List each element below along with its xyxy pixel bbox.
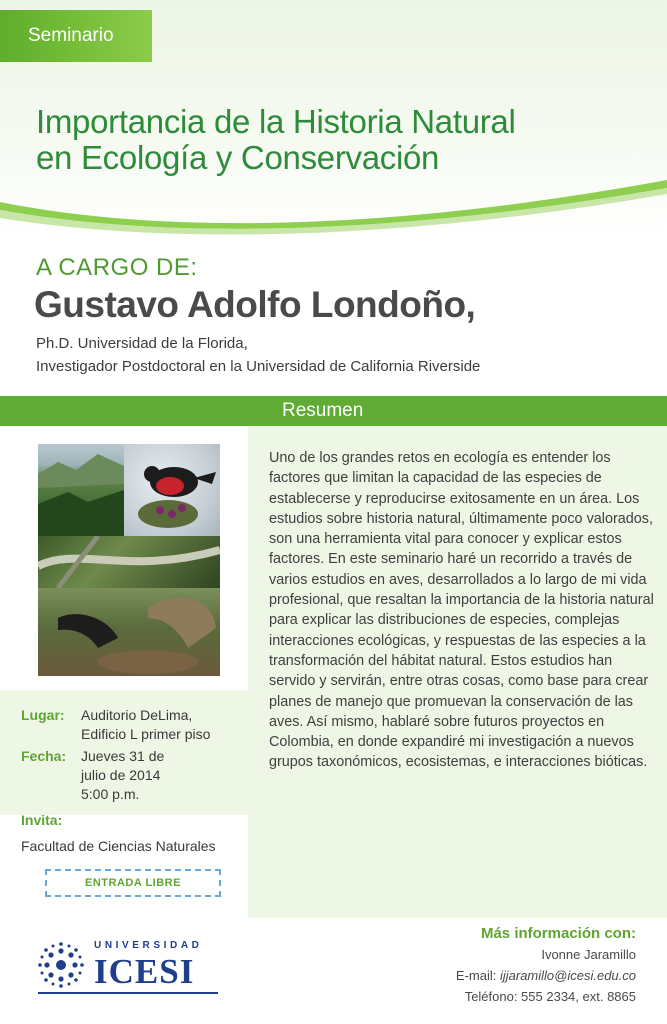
- fecha-label: Fecha:: [21, 748, 67, 764]
- logo-university-text: UNIVERSIDAD: [94, 940, 203, 951]
- title-line-1: Importancia de la Historia Natural: [36, 103, 516, 140]
- lugar-label: Lugar:: [21, 707, 65, 723]
- contact-email-row: [456, 968, 636, 983]
- presenter-heading: A CARGO DE:: [36, 254, 198, 281]
- icesi-emblem-icon: [38, 942, 84, 988]
- icesi-logo: [38, 934, 218, 994]
- green-swoosh-decoration: [0, 180, 667, 240]
- presenter-credential-2: Investigador Postdoctoral en la Universidad de California Riverside: [36, 358, 481, 375]
- lugar-line-2: Edificio L primer piso: [81, 726, 211, 742]
- snake-on-branch-photo: [38, 536, 220, 588]
- contact-person: Ivonne Jaramillo: [541, 947, 636, 962]
- contact-heading: Más información con:: [480, 925, 636, 942]
- presenter-name: Gustavo Adolfo Londoño,: [34, 284, 476, 325]
- title-line-2: en Ecología y Conservación: [36, 139, 440, 176]
- tanager-bird-photo: [124, 444, 220, 536]
- event-details-panel: [0, 426, 248, 1024]
- contact-email-label: E-mail:: [455, 968, 500, 983]
- seminar-badge: Seminario: [0, 10, 152, 62]
- lugar-line-1: Auditorio DeLima,: [81, 707, 193, 723]
- fecha-line-2: julio de 2014: [81, 767, 161, 783]
- contact-phone: Teléfono: 555 2334, ext. 8865: [464, 989, 636, 1004]
- photo-collage: [38, 444, 220, 676]
- logo-icesi-text: ICESI: [94, 952, 195, 991]
- summary-header-bar: [0, 396, 667, 426]
- summary-heading: Resumen: [282, 400, 364, 421]
- contact-email-link[interactable]: ijjaramillo@icesi.edu.co: [499, 968, 636, 983]
- presenter-credential-1: Ph.D. Universidad de la Florida,: [36, 335, 248, 352]
- logo-underline: [38, 992, 218, 994]
- summary-text: Uno de los grandes retos en ecología es entender los factores que limitan la capacidad de las especies de establecerse y reproducirse exitosamente en un área. Los estudios sobre historia natural, últimamente poco valorados, son una herramienta vital para conocer y explicar estos factores. En este seminario haré un recorrido a través de varios estudios en aves, desarrollados a lo largo de mi vida profesional, que resaltan la importancia de la historia natural para explicar las distribuciones de especies, complejas interacciones ecológicas, y respuestas de las especies a la transformación del hábitat natural. Estos estudios han servido y servirán, entre otras cosas, como base para crear planes de manejo que promuevan la conservación de las aves. Así mismo, hablaré sobre futuros proyectos en Colombia, en donde expandiré mi investigación a nuevos grupos taxonómicos, ecosistemas, e interacciones bióticas.: [269, 450, 654, 771]
- fecha-line-1: Jueves 31 de: [81, 748, 165, 764]
- seminar-title: [36, 104, 646, 176]
- lizard-and-bird-nest-photo: [38, 588, 220, 676]
- fecha-line-3: 5:00 p.m.: [81, 786, 140, 802]
- free-entry-badge: ENTRADA LIBRE: [45, 869, 221, 897]
- mountain-valley-photo: [38, 444, 124, 536]
- invita-label: Invita:: [21, 812, 63, 828]
- poster-header: [0, 0, 667, 235]
- invita-value: Facultad de Ciencias Naturales: [21, 838, 216, 854]
